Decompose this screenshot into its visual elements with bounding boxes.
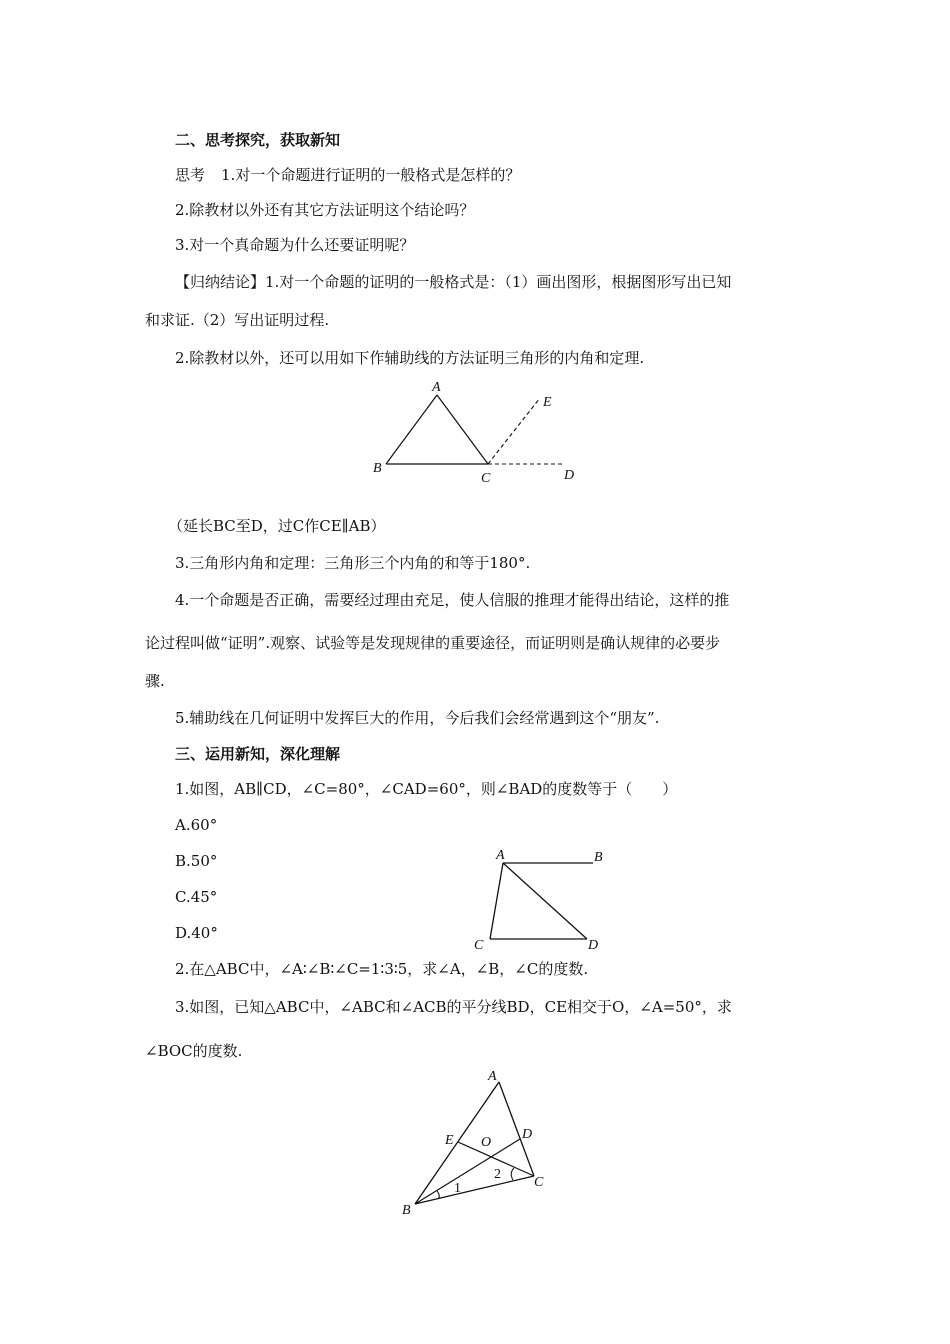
option-c: C.45° (175, 888, 218, 906)
figure-triangle-auxiliary-line (370, 378, 590, 488)
section3-heading: 三、运用新知，深化理解 (175, 745, 341, 763)
think-label: 思考 (175, 166, 206, 184)
angle-arc-2 (511, 1168, 514, 1180)
figure-parallel-lines (468, 843, 618, 955)
option-b: B.50° (175, 852, 218, 870)
dashed-ce (488, 398, 540, 464)
figure1-caption: （延长BC至D，过C作CE∥AB） (168, 517, 386, 535)
label-c: C (481, 471, 491, 486)
point-5: 5.辅助线在几何证明中发挥巨大的作用，今后我们会经常遇到这个“朋友”. (175, 709, 660, 727)
label-e: E (445, 1133, 454, 1148)
segment-bc (415, 1176, 534, 1204)
label-b: B (594, 850, 603, 865)
think-question-2: 2.除教材以外还有其它方法证明这个结论吗？ (175, 201, 475, 219)
point-3: 3.三角形内角和定理：三角形三个内角的和等于180°. (175, 554, 531, 572)
option-a: A.60° (175, 816, 218, 834)
exercise-1: 1.如图，AB∥CD，∠C=80°，∠CAD=60°，则∠BAD的度数等于（ ） (175, 780, 678, 798)
label-d: D (522, 1127, 533, 1142)
label-d: D (564, 468, 575, 483)
segment-ab (386, 395, 437, 464)
angle-arc-1 (437, 1191, 439, 1199)
label-b: B (373, 461, 382, 476)
label-a: A (432, 380, 441, 395)
segment-ac (437, 395, 488, 464)
label-c: C (534, 1175, 544, 1190)
think-question-3: 3.对一个真命题为什么还要证明呢？ (175, 236, 415, 254)
point-4-line-1: 4.一个命题是否正确，需要经过理由充足，使人信服的推理才能得出结论，这样的推 (175, 591, 730, 609)
segment-ac (490, 863, 503, 939)
think-question-1 (175, 165, 520, 185)
option-d: D.40° (175, 924, 218, 942)
think-q1-text: 1.对一个命题进行证明的一般格式是怎样的？ (221, 166, 521, 184)
label-angle-1: 1 (454, 1181, 461, 1196)
exercise-3-line-1: 3.如图，已知△ABC中，∠ABC和∠ACB的平分线BD，CE相交于O，∠A=50°，求 (175, 998, 732, 1016)
conclusion-point-2: 2.除教材以外，还可以用如下作辅助线的方法证明三角形的内角和定理. (175, 349, 645, 367)
label-a: A (488, 1069, 497, 1084)
label-c: C (474, 938, 484, 953)
conclusion-line-1: 【归纳结论】1.对一个命题的证明的一般格式是：（1）画出图形，根据图形写出已知 (175, 273, 732, 291)
point-4-line-3: 骤. (145, 672, 165, 690)
conclusion-line-2: 和求证.（2）写出证明过程. (145, 311, 330, 329)
label-e: E (543, 395, 552, 410)
label-o: O (481, 1135, 492, 1150)
segment-ad (503, 863, 587, 939)
label-b: B (402, 1203, 411, 1218)
label-a: A (496, 848, 505, 863)
exercise-3-line-2: ∠BOC的度数. (145, 1042, 243, 1060)
section2-heading: 二、思考探究，获取新知 (175, 131, 341, 149)
exercise-2: 2.在△ABC中，∠A∶∠B∶∠C=1∶3∶5，求∠A，∠B，∠C的度数. (175, 960, 589, 978)
bisector-bd (415, 1139, 520, 1204)
figure-angle-bisectors (396, 1062, 566, 1218)
point-4-line-2: 论过程叫做“证明”.观察、试验等是发现规律的重要途径，而证明则是确认规律的必要步 (145, 634, 721, 652)
label-d: D (588, 938, 599, 953)
label-angle-2: 2 (494, 1167, 501, 1182)
